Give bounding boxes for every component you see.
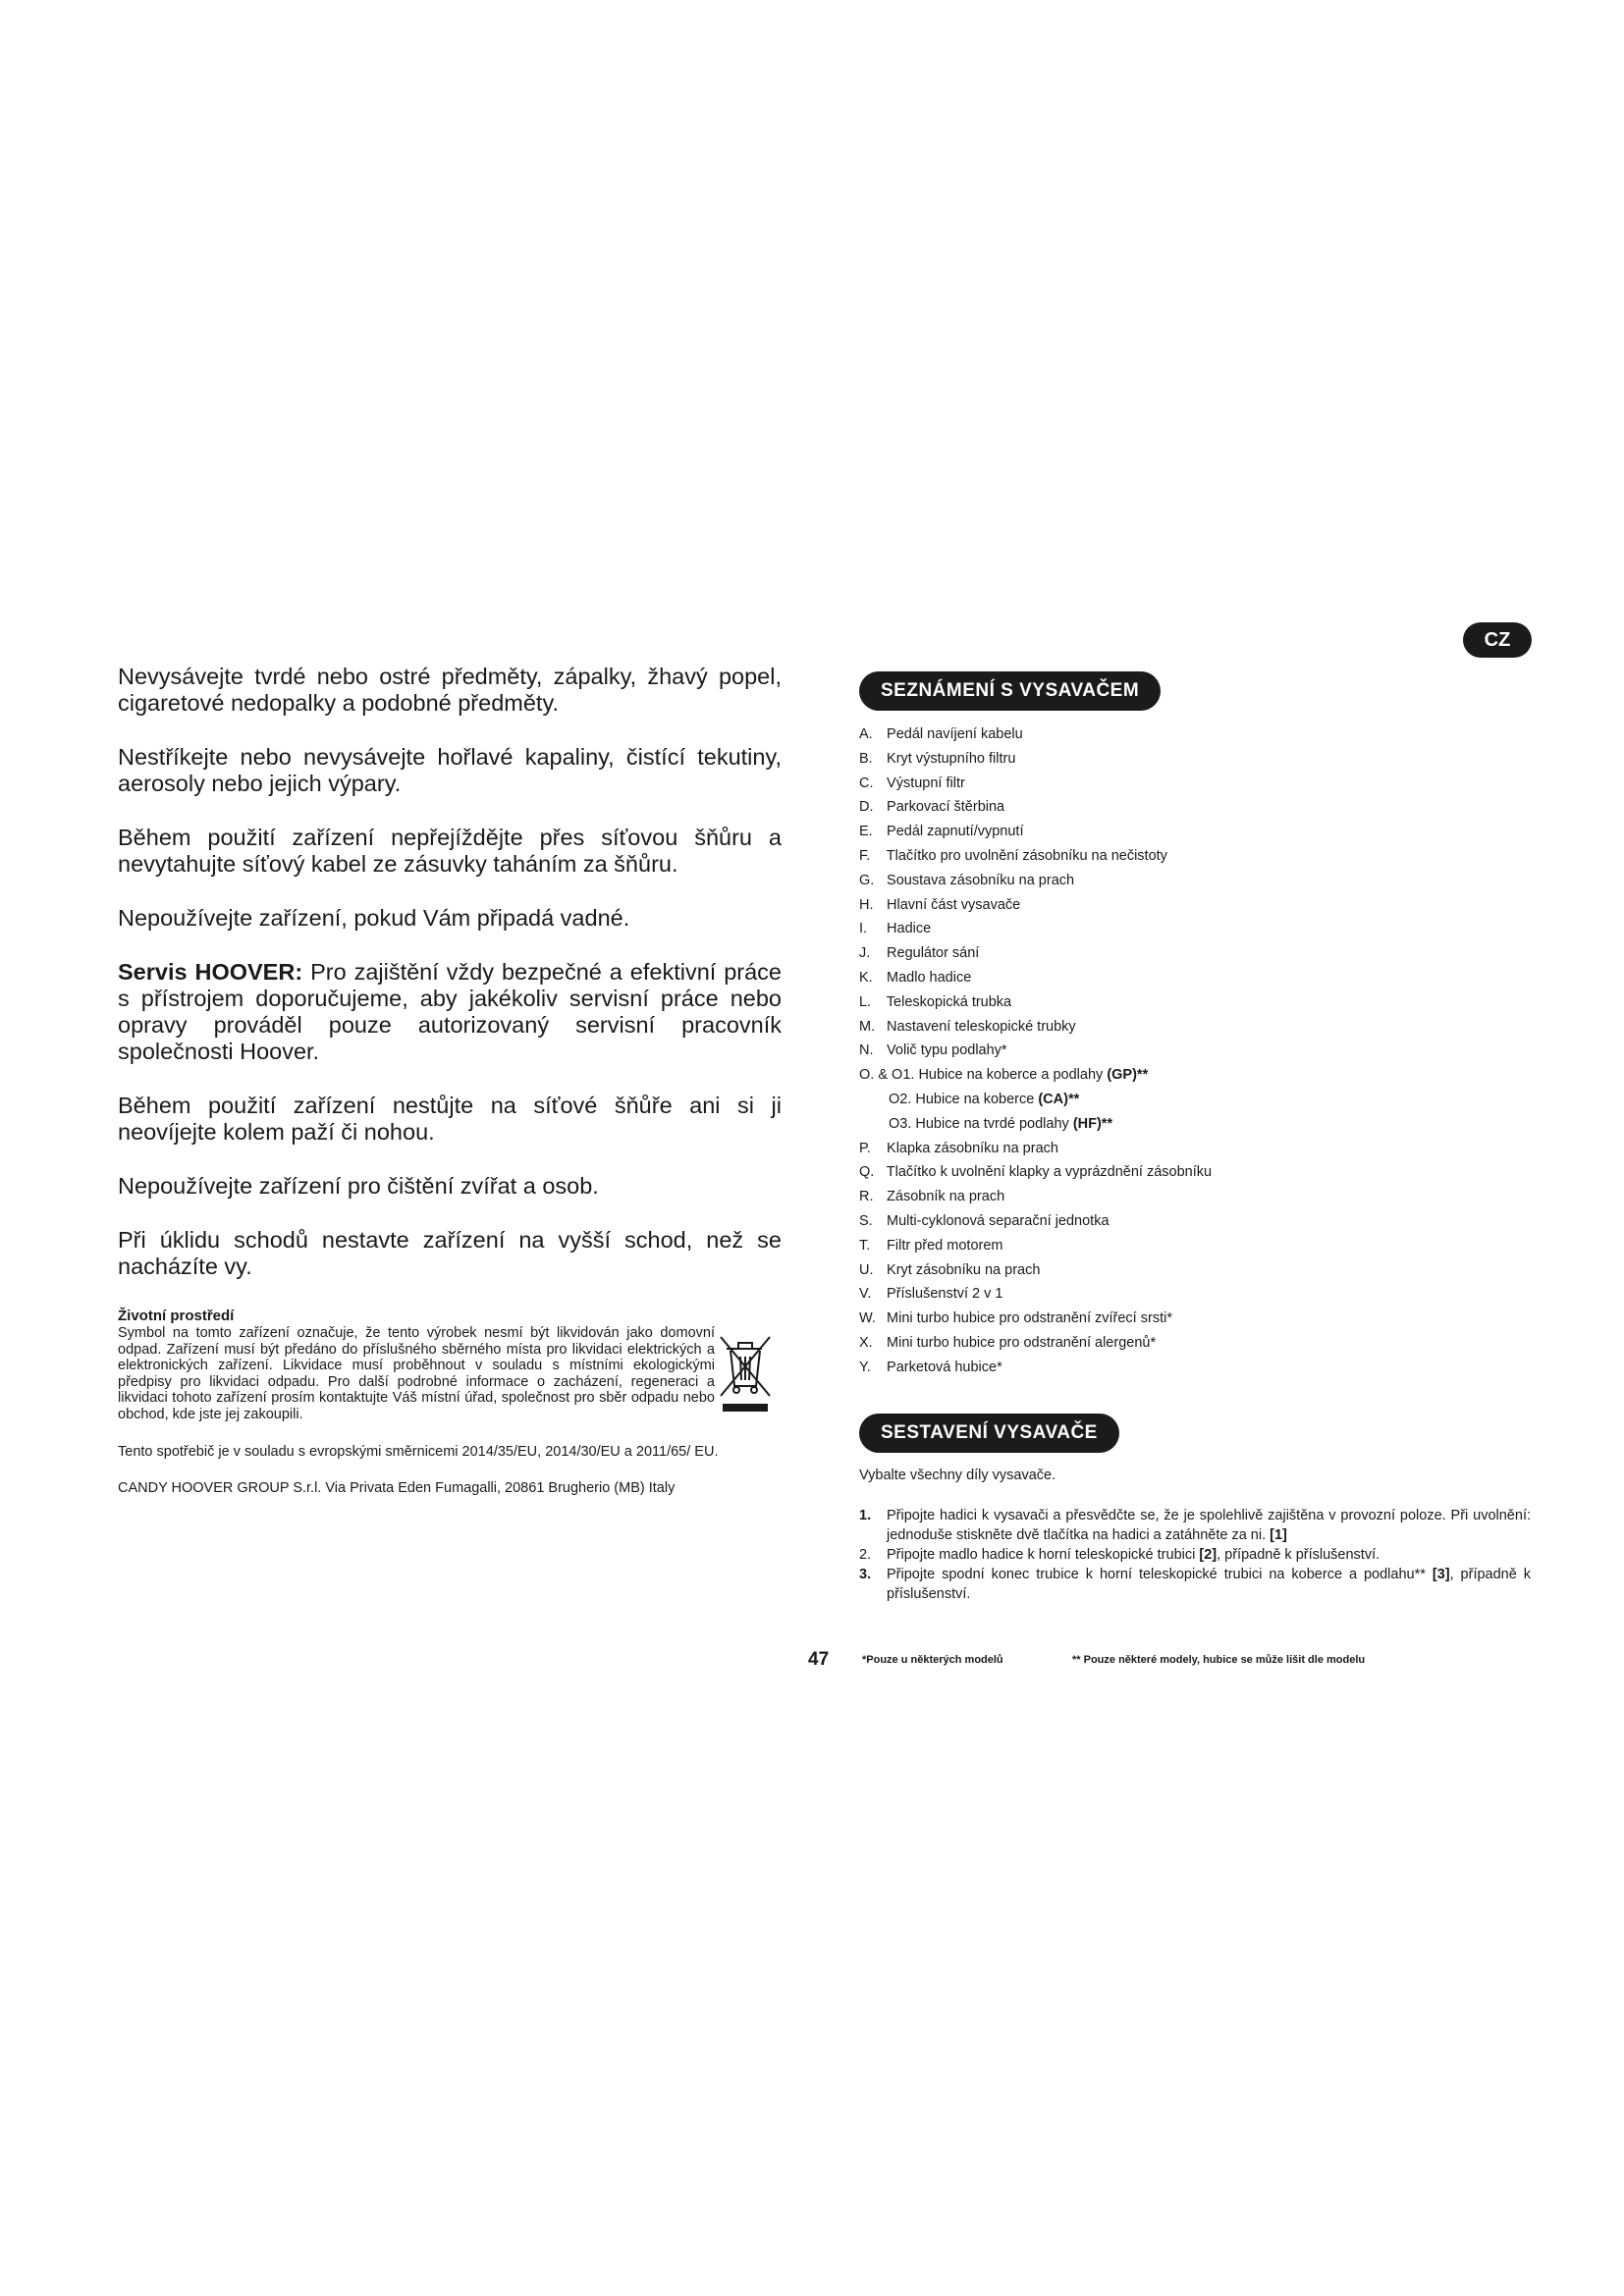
part-key: O. & O1.	[859, 1067, 915, 1084]
part-code: (GP)**	[1107, 1067, 1149, 1084]
page-number: 47	[808, 1649, 830, 1670]
step-text: Připojte hadici k vysavači a přesvědčte se, že je spolehlivě zajištěna v provozní poloze. Při uvolnění: jednoduše stiskněte dvě tlačítka na hadici a zatáhněte za ni.	[887, 1507, 1531, 1543]
section-title-assembly: SESTAVENÍ VYSAVAČE	[859, 1414, 1119, 1453]
part-item	[859, 1307, 1531, 1331]
part-label: Příslušenství 2 v 1	[887, 1286, 1003, 1303]
part-item	[859, 1356, 1531, 1380]
part-item	[859, 820, 1531, 844]
language-badge: CZ	[1463, 622, 1532, 658]
parts-list	[859, 722, 1531, 1380]
step-tail: , případně k příslušenství.	[887, 1566, 1531, 1602]
part-item	[859, 1160, 1531, 1185]
part-label: Kryt zásobníku na prach	[887, 1261, 1041, 1278]
footnote-single-star: *Pouze u některých modelů	[862, 1654, 1003, 1666]
part-item	[859, 1039, 1531, 1063]
part-key: B.	[859, 750, 873, 767]
part-label: Pedál zapnutí/vypnutí	[887, 824, 1024, 840]
assembly-step	[859, 1565, 1531, 1604]
step-text: Připojte madlo hadice k horní teleskopické trubici	[887, 1546, 1196, 1563]
part-item	[859, 1258, 1531, 1283]
assembly-step	[859, 1545, 1531, 1565]
warning-paragraph: Nepoužívejte zařízení pro čištění zvířat a osob.	[118, 1173, 599, 1199]
environment-text: Symbol na tomto zařízení označuje, že tento výrobek nesmí být likvidován jako domovní odpad. Zařízení musí být předáno do příslušného sběrného místa pro likvidaci elektrických a elektronických zařízení. Likvidace musí proběhnout v souladu s místními ekologickými předpisy pro likvidaci odpadu. Pro další podrobné informace o zacházení, regeneraci a likvidaci tohoto zařízení prosím kontaktujte Váš místní úřad, společnost pro sběr odpadu nebo obchod, kde jste jej zakoupili.	[118, 1325, 715, 1422]
part-label: Multi-cyklonová separační jednotka	[887, 1212, 1110, 1229]
part-item	[859, 990, 1531, 1015]
part-key: G.	[859, 872, 875, 888]
company-address: CANDY HOOVER GROUP S.r.l. Via Privata Eden Fumagalli, 20861 Brugherio (MB) Italy	[118, 1480, 676, 1496]
step-ref: [1]	[1270, 1526, 1287, 1543]
part-key: T.	[859, 1237, 871, 1254]
step-number: 1.	[859, 1507, 872, 1523]
assembly-step	[859, 1506, 1531, 1545]
part-label: Parketová hubice*	[887, 1359, 1002, 1375]
compliance-text: Tento spotřebič je v souladu s evropskými směrnicemi 2014/35/EU, 2014/30/EU a 2011/65/ EU.	[118, 1444, 719, 1460]
part-item	[859, 1137, 1531, 1161]
part-label: Nastavení teleskopické trubky	[887, 1018, 1076, 1035]
part-label: Výstupní filtr	[887, 774, 965, 791]
part-item	[859, 966, 1531, 990]
step-number: 2.	[859, 1546, 872, 1563]
product-column	[859, 671, 1531, 1604]
part-label: Klapka zásobníku na prach	[887, 1140, 1058, 1156]
part-item	[859, 747, 1531, 772]
part-key: N.	[859, 1042, 874, 1059]
part-item	[859, 941, 1531, 966]
part-key: A.	[859, 726, 873, 742]
part-label: Madlo hadice	[887, 969, 972, 986]
part-item	[859, 1015, 1531, 1040]
part-item	[859, 1282, 1531, 1307]
part-key: S.	[859, 1212, 873, 1229]
part-label: Hlavní část vysavače	[887, 896, 1021, 913]
step-number: 3.	[859, 1566, 872, 1582]
part-label: Pedál navíjení kabelu	[887, 726, 1023, 742]
part-label: Mini turbo hubice pro odstranění zvířecí srsti*	[887, 1310, 1172, 1327]
part-item	[859, 1234, 1531, 1258]
part-label: O2. Hubice na koberce	[889, 1091, 1035, 1107]
step-ref: [3]	[1432, 1566, 1450, 1582]
part-item	[859, 1209, 1531, 1234]
part-item	[859, 1112, 1531, 1137]
warning-paragraph: Nevysávejte tvrdé nebo ostré předměty, zápalky, žhavý popel, cigaretové nedopalky a podobné předměty.	[118, 664, 782, 716]
part-label: Mini turbo hubice pro odstranění alergenů*	[887, 1334, 1157, 1351]
part-key: D.	[859, 799, 874, 816]
part-key: K.	[859, 969, 873, 986]
part-label: Soustava zásobníku na prach	[887, 872, 1075, 888]
part-item	[859, 722, 1531, 747]
section-title-intro: SEZNÁMENÍ S VYSAVAČEM	[859, 671, 1161, 711]
part-key: F.	[859, 847, 871, 864]
part-key: J.	[859, 945, 871, 962]
part-label: Volič typu podlahy*	[887, 1042, 1007, 1059]
part-item	[859, 795, 1531, 820]
assembly-steps	[859, 1506, 1531, 1604]
step-ref: [2]	[1199, 1546, 1218, 1563]
warning-paragraph: Nestříkejte nebo nevysávejte hořlavé kapaliny, čistící tekutiny, aerosoly nebo jejich výpary.	[118, 744, 782, 796]
part-label: Teleskopická trubka	[886, 993, 1012, 1010]
warning-paragraph: Během použití zařízení nepřejíždějte přes síťovou šňůru a nevytahujte síťový kabel ze zásuvky taháním za šňůru.	[118, 825, 782, 877]
part-label: Hadice	[887, 921, 932, 937]
warning-paragraph: Během použití zařízení nestůjte na síťové šňůře ani si ji neovíjejte kolem paží či nohou.	[118, 1093, 782, 1145]
crossed-bin-icon	[717, 1329, 774, 1417]
part-label: Kryt výstupního filtru	[887, 750, 1016, 767]
part-code: (HF)**	[1072, 1115, 1113, 1132]
part-key: Q.	[859, 1164, 875, 1181]
part-key: E.	[859, 824, 873, 840]
part-label: Parkovací štěrbina	[887, 799, 1005, 816]
part-key: L.	[859, 993, 872, 1010]
part-key: C.	[859, 774, 874, 791]
assembly-section	[859, 1414, 1531, 1604]
part-item	[859, 1063, 1531, 1088]
part-item	[859, 1331, 1531, 1356]
part-code: (CA)**	[1038, 1091, 1080, 1107]
environment-title: Životní prostředí	[118, 1308, 235, 1324]
step-tail: , případně k příslušenství.	[1217, 1546, 1380, 1563]
part-label: Tlačítko k uvolnění klapky a vyprázdnění zásobníku	[886, 1164, 1213, 1181]
step-text: Připojte spodní konec trubice k horní teleskopické trubici na koberce a podlahu**	[887, 1566, 1433, 1582]
part-key: M.	[859, 1018, 876, 1035]
service-text: Pro zajištění vždy bezpečné a efektivní práce s přístrojem doporučujeme, aby jakékoliv servisní práce nebo opravy prováděl pouze autorizovaný servisní pracovník společnosti Hoover.	[118, 959, 782, 1064]
part-label: Regulátor sání	[887, 945, 980, 962]
part-item	[859, 844, 1531, 869]
part-label: Tlačítko pro uvolnění zásobníku na nečistoty	[886, 847, 1167, 864]
service-paragraph	[118, 959, 782, 1065]
part-label: Zásobník na prach	[887, 1189, 1005, 1205]
part-key: X.	[859, 1334, 873, 1351]
warning-paragraph: Nepoužívejte zařízení, pokud Vám připadá vadné.	[118, 905, 630, 931]
part-key: W.	[859, 1310, 876, 1327]
part-key: H.	[859, 896, 874, 913]
part-item	[859, 1088, 1531, 1112]
safety-column	[118, 664, 782, 1497]
environment-section	[118, 1308, 782, 1422]
part-item	[859, 1185, 1531, 1209]
part-item	[859, 917, 1531, 941]
part-key: R.	[859, 1189, 874, 1205]
service-label: Servis HOOVER:	[118, 959, 303, 985]
part-key: I.	[859, 921, 868, 937]
part-item	[859, 869, 1531, 893]
part-item	[859, 893, 1531, 918]
part-key: U.	[859, 1261, 874, 1278]
assembly-intro: Vybalte všechny díly vysavače.	[859, 1467, 1056, 1483]
part-key: Y.	[859, 1359, 871, 1375]
part-label: Hubice na koberce a podlahy	[918, 1067, 1104, 1084]
warning-paragraph: Při úklidu schodů nestavte zařízení na vyšší schod, než se nacházíte vy.	[118, 1227, 782, 1279]
part-key: V.	[859, 1286, 872, 1303]
footnote-double-star: ** Pouze některé modely, hubice se může lišit dle modelu	[1072, 1654, 1366, 1666]
part-label: O3. Hubice na tvrdé podlahy	[889, 1115, 1069, 1132]
part-key: P.	[859, 1140, 871, 1156]
part-label: Filtr před motorem	[887, 1237, 1003, 1254]
page-footer	[0, 1649, 1624, 1679]
part-item	[859, 772, 1531, 796]
